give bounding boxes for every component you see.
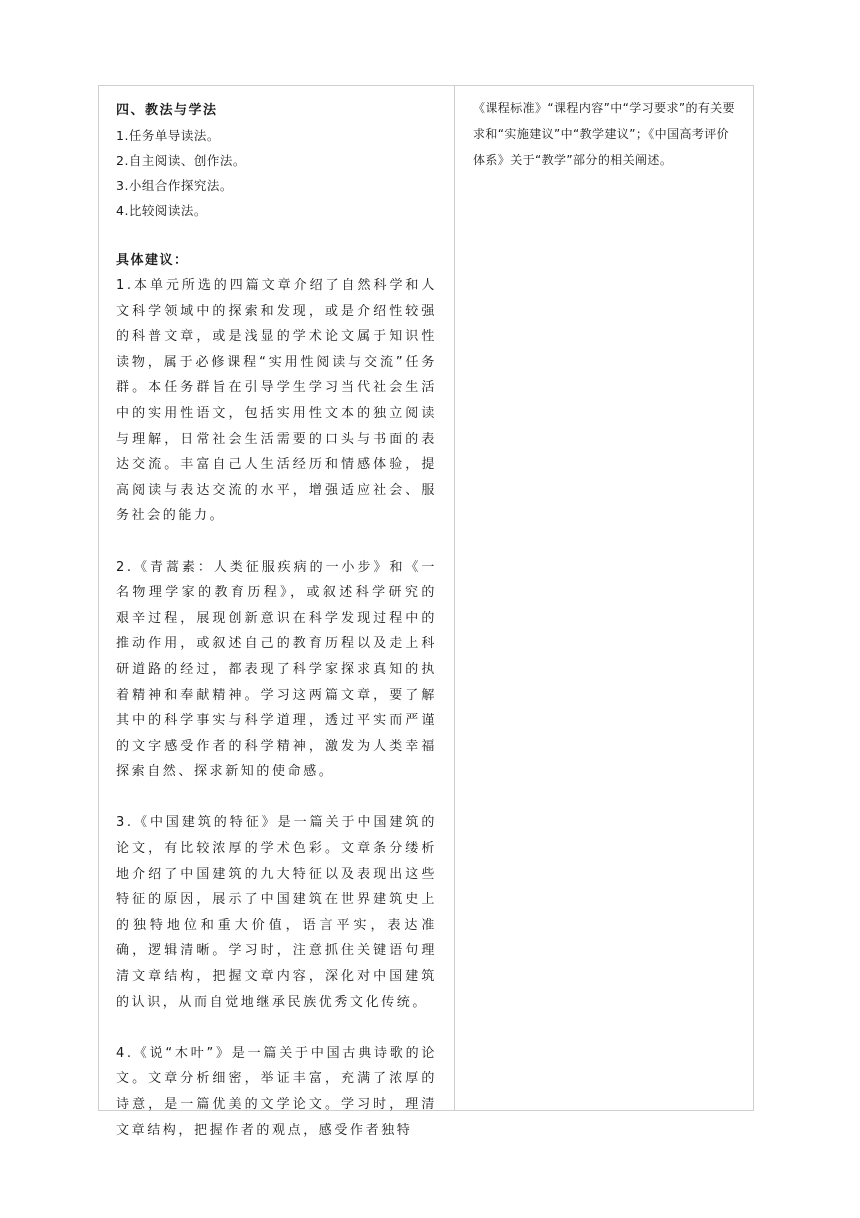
table-cell-right	[455, 86, 753, 1110]
method-item: 3.小组合作探究法。	[116, 178, 233, 193]
method-item: 1.任务单导读法。	[116, 128, 220, 143]
suggestion-title: 具体建议：	[116, 253, 189, 268]
content-table	[98, 85, 754, 1138]
section-title: 四、教法与学法	[116, 103, 218, 118]
reference-text: 《课程标准》“课程内容”中“学习要求”的有关要求和“实施建议”中“教学建议”；《中国高考评价体系》关于“教学”部分的相关阐述。	[473, 101, 736, 167]
suggestion-paragraph: 2.《青蒿素：人类征服疾病的一小步》和《一名物理学家的教育历程》，或叙述科学研究的艰辛过程，展现创新意识在科学发现过程中的推动作用，或叙述自己的教育历程以及走上科研道路的经过，都表现了科学家探求真知的执着精神和奉献精神。学习这两篇文章，要了解其中的科学事实与科学道理，透过平实而严谨的文字感受作者的科学精神，激发为人类幸福探索自然、探求新知的使命感。	[116, 559, 437, 780]
suggestion-paragraph: 3.《中国建筑的特征》是一篇关于中国建筑的论文，有比较浓厚的学术色彩。文章条分缕析地介绍了中国建筑的九大特征以及表现出这些特征的原因，展示了中国建筑在世界建筑史上的独特地位和重大价值，语言平实，表达准确，逻辑清晰。学习时，注意抓住关键语句理清文章结构，把握文章内容，深化对中国建筑的认识，从而自觉地继承民族优秀文化传统。	[116, 815, 437, 1010]
table-cell-left	[99, 86, 455, 1138]
suggestion-paragraph: 1.本单元所选的四篇文章介绍了自然科学和人文科学领域中的探索和发现，或是介绍性较强的科普文章，或是浅显的学术论文属于知识性读物，属于必修课程“实用性阅读与交流”任务群。本任务群旨在引导学生学习当代社会生活中的实用性语文，包括实用性文本的独立阅读与理解，日常社会生活需要的口头与书面的表达交流。丰富自己人生活经历和情感体验，提高阅读与表达交流的水平，增强适应社会、服务社会的能力。	[116, 278, 437, 524]
method-item: 2.自主阅读、创作法。	[116, 153, 246, 168]
method-item: 4.比较阅读法。	[116, 203, 207, 218]
suggestion-paragraph: 4.《说“木叶”》是一篇关于中国古典诗歌的论文。文章分析细密，举证丰富，充满了浓厚的诗意，是一篇优美的文学论文。学习时，理清文章结构，把握作者的观点，感受作者独特	[116, 1045, 437, 1138]
